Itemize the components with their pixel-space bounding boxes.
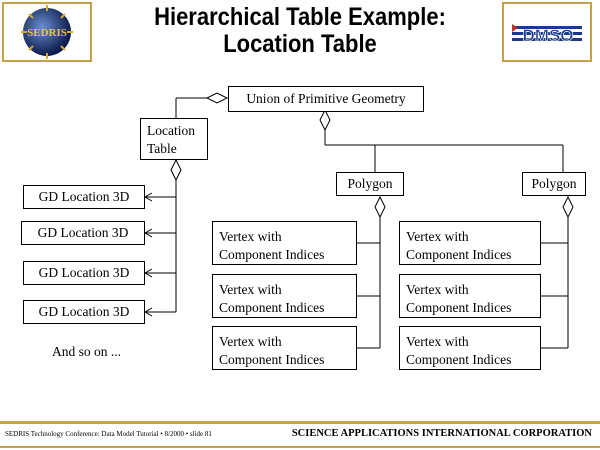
footer-company-name: SCIENCE APPLICATIONS INTERNATIONAL CORPORATION [291, 428, 592, 439]
gd-location-label: GD Location 3D [38, 189, 130, 204]
and-so-on-text: And so on ... [52, 344, 122, 359]
footer-divider [0, 421, 600, 424]
dmso-logo-text: DMSO [522, 26, 574, 45]
gd-location-box-1 [23, 185, 145, 209]
vertex-box-2-3 [399, 326, 541, 370]
vertex-label-line1: Vertex with [219, 334, 282, 349]
gd-location-box-3 [23, 261, 145, 285]
vertex-label-line2: Component Indices [406, 352, 512, 367]
polygon-label-1: Polygon [347, 176, 393, 191]
location-table-label-1: Location [147, 123, 195, 138]
title-line-1: Hierarchical Table Example: [154, 3, 446, 31]
gd-location-box-4 [23, 300, 145, 324]
footer-bottom-rule [0, 446, 600, 448]
vertex-box-2-2 [399, 274, 541, 318]
vertex-label-line2: Component Indices [406, 300, 512, 315]
gd-location-label: GD Location 3D [38, 304, 130, 319]
vertex-box-2-1 [399, 221, 541, 265]
vertex-label-line1: Vertex with [219, 229, 282, 244]
vertex-label-line1: Vertex with [219, 282, 282, 297]
vertex-label-line1: Vertex with [406, 229, 469, 244]
location-table-label-2: Table [147, 141, 177, 156]
aggregation-diamond-union [207, 93, 227, 103]
polygon-box-2 [522, 172, 586, 196]
title-line-2: Location Table [223, 30, 377, 58]
vertex-label-line2: Component Indices [406, 247, 512, 262]
sedris-logo-text: SEDRIS [27, 27, 67, 39]
location-table-box [140, 118, 208, 160]
aggregation-diamond-root [320, 110, 330, 130]
aggregation-diamond-polygon-1 [375, 197, 385, 217]
polygon-label-2: Polygon [531, 176, 577, 191]
vertex-label-line1: Vertex with [406, 334, 469, 349]
arrowheads [145, 193, 152, 316]
gd-location-label: GD Location 3D [38, 265, 130, 280]
gd-location-label: GD Location 3D [37, 225, 129, 240]
polygon-box-1 [336, 172, 404, 196]
footer-conference-text: SEDRIS Technology Conference: Data Model Tutorial • 8/2000 • slide 81 [5, 430, 212, 438]
union-of-primitive-geometry-box [228, 86, 424, 112]
aggregation-diamond-polygon-2 [563, 197, 573, 217]
vertex-label-line1: Vertex with [406, 282, 469, 297]
vertex-label-line2: Component Indices [219, 352, 325, 367]
vertex-box-1-2 [212, 274, 357, 318]
aggregation-diamond-location [171, 160, 181, 180]
vertex-label-line2: Component Indices [219, 300, 325, 315]
vertex-label-line2: Component Indices [219, 247, 325, 262]
vertex-box-1-1 [212, 221, 357, 265]
gd-location-box-2 [21, 221, 145, 245]
vertex-box-1-3 [212, 326, 357, 370]
union-label: Union of Primitive Geometry [246, 91, 406, 106]
